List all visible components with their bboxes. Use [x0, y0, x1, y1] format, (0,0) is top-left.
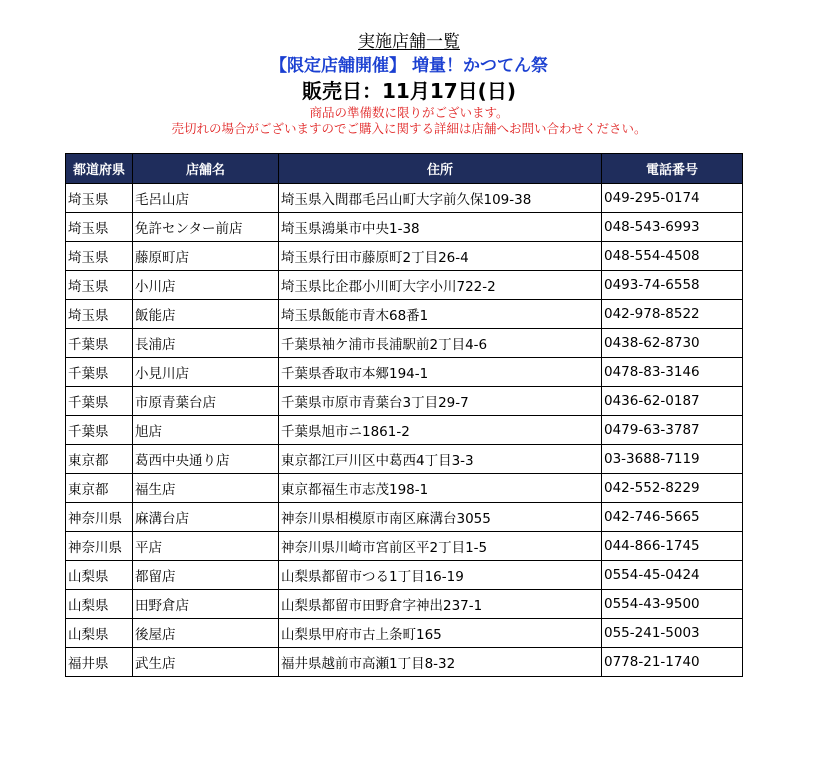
store-name-cell: 長浦店 — [133, 329, 279, 358]
store-name-cell: 平店 — [133, 532, 279, 561]
table-row — [66, 648, 743, 677]
sale-date: 販売日：11月17日(日) — [302, 79, 516, 103]
prefecture-cell: 千葉県 — [66, 387, 133, 416]
store-name-cell: 小川店 — [133, 271, 279, 300]
phone-cell: 03-3688-7119 — [602, 445, 743, 474]
table-row — [66, 300, 743, 329]
address-cell: 千葉県市原市青葉台3丁目29-7 — [279, 387, 602, 416]
phone-cell: 0554-45-0424 — [602, 561, 743, 590]
page-header — [0, 30, 818, 137]
prefecture-cell: 埼玉県 — [66, 242, 133, 271]
table-row — [66, 184, 743, 213]
address-cell: 千葉県旭市ニ1861-2 — [279, 416, 602, 445]
page-title: 実施店舗一覧 — [358, 32, 460, 52]
prefecture-cell: 山梨県 — [66, 561, 133, 590]
phone-cell: 0493-74-6558 — [602, 271, 743, 300]
campaign-title: 【限定店舗開催】 増量！かつてん祭 — [270, 56, 548, 76]
table-row — [66, 474, 743, 503]
phone-cell: 042-746-5665 — [602, 503, 743, 532]
table-row — [66, 329, 743, 358]
store-name-cell: 藤原町店 — [133, 242, 279, 271]
phone-cell: 042-978-8522 — [602, 300, 743, 329]
prefecture-cell: 埼玉県 — [66, 184, 133, 213]
header-phone: 電話番号 — [602, 154, 743, 184]
store-name-cell: 免許センター前店 — [133, 213, 279, 242]
address-cell: 埼玉県行田市藤原町2丁目26-4 — [279, 242, 602, 271]
store-name-cell: 都留店 — [133, 561, 279, 590]
table-row — [66, 213, 743, 242]
phone-cell: 049-295-0174 — [602, 184, 743, 213]
store-name-cell: 飯能店 — [133, 300, 279, 329]
table-row — [66, 561, 743, 590]
header-prefecture: 都道府県 — [66, 154, 133, 184]
phone-cell: 0554-43-9500 — [602, 590, 743, 619]
phone-cell: 042-552-8229 — [602, 474, 743, 503]
phone-cell: 0478-83-3146 — [602, 358, 743, 387]
store-name-cell: 福生店 — [133, 474, 279, 503]
header-address: 住所 — [279, 154, 602, 184]
prefecture-cell: 福井県 — [66, 648, 133, 677]
address-cell: 埼玉県飯能市青木68番1 — [279, 300, 602, 329]
prefecture-cell: 千葉県 — [66, 416, 133, 445]
prefecture-cell: 千葉県 — [66, 329, 133, 358]
table-row — [66, 271, 743, 300]
address-cell: 山梨県都留市つる1丁目16-19 — [279, 561, 602, 590]
phone-cell: 0778-21-1740 — [602, 648, 743, 677]
phone-cell: 0479-63-3787 — [602, 416, 743, 445]
store-list-table — [65, 153, 743, 677]
address-cell: 神奈川県相模原市南区麻溝台3055 — [279, 503, 602, 532]
table-row — [66, 619, 743, 648]
phone-cell: 048-554-4508 — [602, 242, 743, 271]
prefecture-cell: 埼玉県 — [66, 213, 133, 242]
phone-cell: 0438-62-8730 — [602, 329, 743, 358]
phone-cell: 0436-62-0187 — [602, 387, 743, 416]
address-cell: 福井県越前市高瀬1丁目8-32 — [279, 648, 602, 677]
prefecture-cell: 山梨県 — [66, 619, 133, 648]
address-cell: 東京都江戸川区中葛西4丁目3-3 — [279, 445, 602, 474]
prefecture-cell: 東京都 — [66, 474, 133, 503]
notice-stock-limit: 商品の準備数に限りがございます。 — [309, 105, 509, 120]
address-cell: 山梨県甲府市古上条町165 — [279, 619, 602, 648]
table-row — [66, 590, 743, 619]
prefecture-cell: 神奈川県 — [66, 532, 133, 561]
table-row — [66, 387, 743, 416]
prefecture-cell: 山梨県 — [66, 590, 133, 619]
store-name-cell: 葛西中央通り店 — [133, 445, 279, 474]
table-row — [66, 532, 743, 561]
table-row — [66, 358, 743, 387]
store-name-cell: 小見川店 — [133, 358, 279, 387]
store-name-cell: 武生店 — [133, 648, 279, 677]
prefecture-cell: 埼玉県 — [66, 300, 133, 329]
address-cell: 埼玉県比企郡小川町大字小川722-2 — [279, 271, 602, 300]
address-cell: 埼玉県鴻巣市中央1-38 — [279, 213, 602, 242]
address-cell: 千葉県香取市本郷194-1 — [279, 358, 602, 387]
address-cell: 神奈川県川崎市宮前区平2丁目1-5 — [279, 532, 602, 561]
prefecture-cell: 東京都 — [66, 445, 133, 474]
store-name-cell: 毛呂山店 — [133, 184, 279, 213]
address-cell: 山梨県都留市田野倉字神出237-1 — [279, 590, 602, 619]
prefecture-cell: 埼玉県 — [66, 271, 133, 300]
header-store-name: 店舗名 — [133, 154, 279, 184]
table-row — [66, 445, 743, 474]
phone-cell: 044-866-1745 — [602, 532, 743, 561]
store-name-cell: 麻溝台店 — [133, 503, 279, 532]
table-row — [66, 503, 743, 532]
phone-cell: 055-241-5003 — [602, 619, 743, 648]
store-name-cell: 旭店 — [133, 416, 279, 445]
table-row — [66, 242, 743, 271]
prefecture-cell: 千葉県 — [66, 358, 133, 387]
store-name-cell: 田野倉店 — [133, 590, 279, 619]
address-cell: 埼玉県入間郡毛呂山町大字前久保109-38 — [279, 184, 602, 213]
store-name-cell: 後屋店 — [133, 619, 279, 648]
address-cell: 東京都福生市志茂198-1 — [279, 474, 602, 503]
phone-cell: 048-543-6993 — [602, 213, 743, 242]
notice-sold-out: 売切れの場合がございますのでご購入に関する詳細は店舗へお問い合わせください。 — [171, 121, 647, 136]
address-cell: 千葉県袖ケ浦市長浦駅前2丁目4-6 — [279, 329, 602, 358]
table-header-row — [66, 154, 743, 184]
table-row — [66, 416, 743, 445]
prefecture-cell: 神奈川県 — [66, 503, 133, 532]
store-name-cell: 市原青葉台店 — [133, 387, 279, 416]
